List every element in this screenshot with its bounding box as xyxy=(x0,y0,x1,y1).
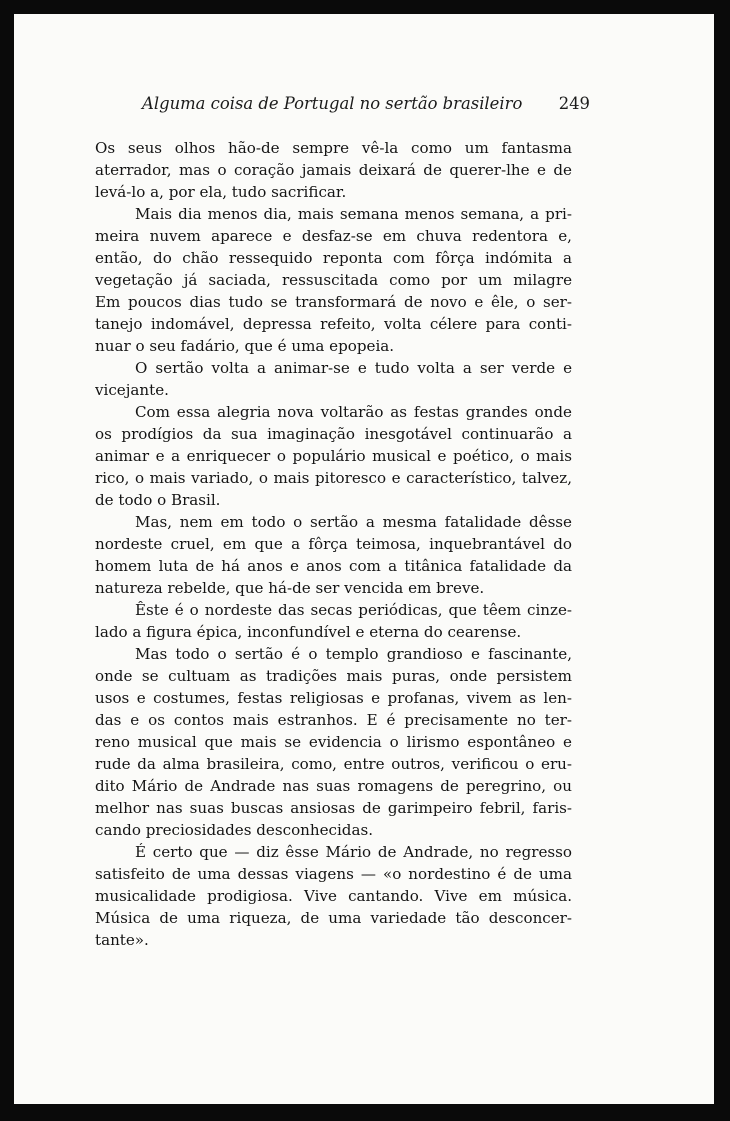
text-line: então, do chão ressequido reponta com fôrça indómita a xyxy=(95,249,572,267)
text-line: de todo o Brasil. xyxy=(95,491,221,509)
text-line: Com essa alegria nova voltarão as festas grandes onde xyxy=(135,403,572,421)
text-line: os prodígios da sua imaginação inesgotável continuarão a xyxy=(95,425,572,443)
page-header xyxy=(142,90,590,126)
body-text xyxy=(95,137,572,951)
text-line: vicejante. xyxy=(95,381,169,399)
text-line: nuar o seu fadário, que é uma epopeia. xyxy=(95,337,395,355)
text-line: Êste é o nordeste das secas periódicas, que têem cinze- xyxy=(135,601,572,619)
page-number: 249 xyxy=(558,94,590,113)
text-line: Mais dia menos dia, mais semana menos semana, a pri- xyxy=(135,205,572,223)
text-line: vegetação já saciada, ressuscitada como por um milagre xyxy=(95,271,572,289)
text-line: Os seus olhos hão-de sempre vê-la como um fantasma xyxy=(95,139,572,157)
text-line: Música de uma riqueza, de uma variedade tão desconcer- xyxy=(95,909,572,927)
text-line: onde se cultuam as tradições mais puras, onde persistem xyxy=(95,667,572,685)
text-line: rude da alma brasileira, como, entre outros, verificou o eru- xyxy=(95,755,572,773)
text-line: aterrador, mas o coração jamais deixará de querer-lhe e de xyxy=(95,161,572,179)
text-line: Mas todo o sertão é o templo grandioso e fascinante, xyxy=(135,645,572,663)
text-line: natureza rebelde, que há-de ser vencida em breve. xyxy=(95,579,485,597)
text-line: tante». xyxy=(95,931,149,949)
text-line: levá-lo a, por ela, tudo sacrificar. xyxy=(95,183,347,201)
text-line: das e os contos mais estranhos. E é precisamente no ter- xyxy=(95,711,572,729)
text-line: rico, o mais variado, o mais pitoresco e característico, talvez, xyxy=(95,469,572,487)
text-line: satisfeito de uma dessas viagens — «o nordestino é de uma xyxy=(95,865,572,883)
text-line: Em poucos dias tudo se transformará de novo e êle, o ser- xyxy=(95,293,572,311)
text-line: lado a figura épica, inconfundível e eterna do cearense. xyxy=(95,623,522,641)
text-line: animar e a enriquecer o populário musical e poético, o mais xyxy=(95,447,572,465)
text-line: reno musical que mais se evidencia o lirismo espontâneo e xyxy=(95,733,572,751)
book-page xyxy=(14,14,714,1104)
text-line: nordeste cruel, em que a fôrça teimosa, inquebrantável do xyxy=(95,535,572,553)
text-line: dito Mário de Andrade nas suas romagens de peregrino, ou xyxy=(95,777,572,795)
text-line: melhor nas suas buscas ansiosas de garimpeiro febril, faris- xyxy=(95,799,572,817)
running-title: Alguma coisa de Portugal no sertão brasileiro xyxy=(142,94,523,113)
text-line: Mas, nem em todo o sertão a mesma fatalidade dêsse xyxy=(135,513,572,531)
text-line: musicalidade prodigiosa. Vive cantando. Vive em música. xyxy=(95,887,572,905)
text-line: É certo que — diz êsse Mário de Andrade, no regresso xyxy=(135,843,572,861)
text-line: cando preciosidades desconhecidas. xyxy=(95,821,374,839)
text-line: usos e costumes, festas religiosas e profanas, vivem as len- xyxy=(95,689,572,707)
text-line: homem luta de há anos e anos com a titânica fatalidade da xyxy=(95,557,572,575)
text-line: meira nuvem aparece e desfaz-se em chuva redentora e, xyxy=(95,227,572,245)
text-line: O sertão volta a animar-se e tudo volta a ser verde e xyxy=(135,359,572,377)
text-line: tanejo indomável, depressa refeito, volta célere para conti- xyxy=(95,315,572,333)
